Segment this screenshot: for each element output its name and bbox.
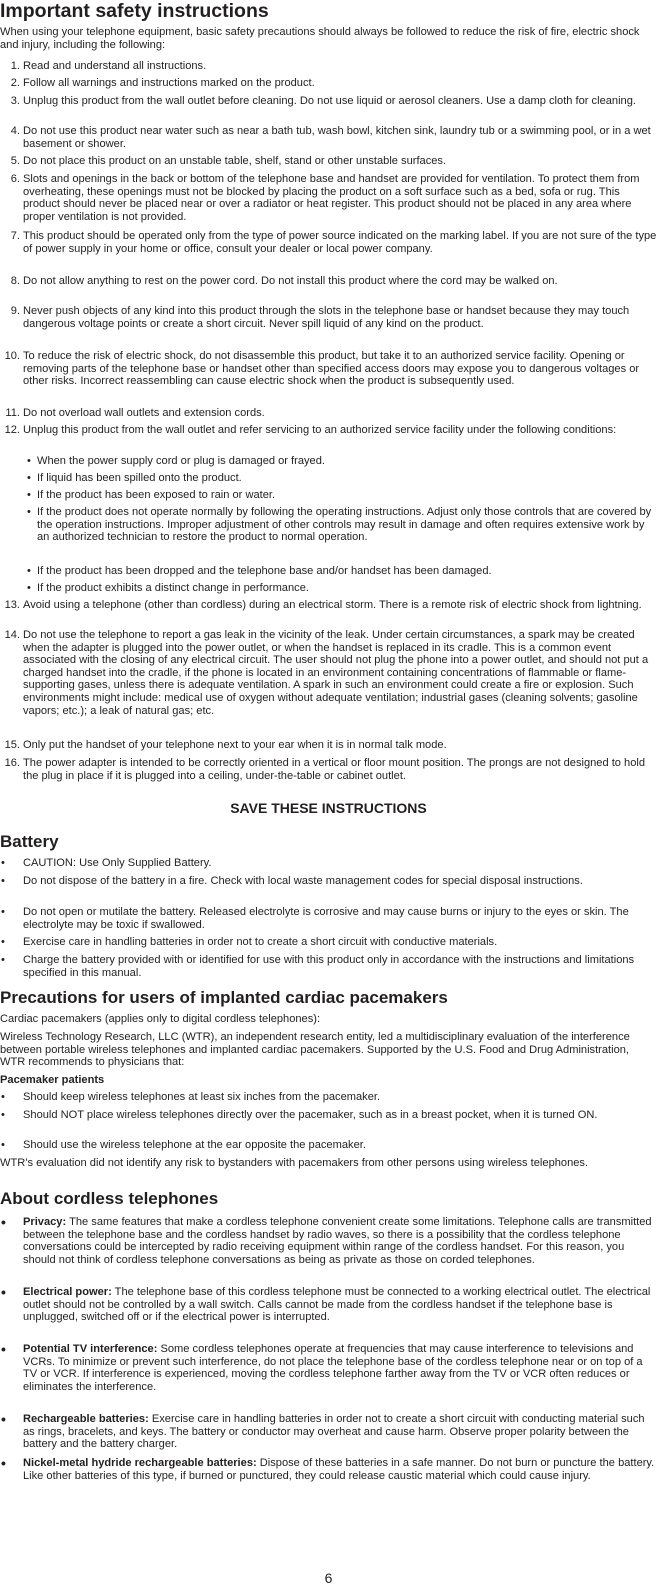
list-item: Read and understand all instructions.: [23, 60, 207, 72]
intro-paragraph: When using your telephone equipment, basic safety precautions should always be followed to reduce the risk of fire, electric shock and injury, including the following:: [0, 26, 640, 51]
condition-item: If liquid has been spilled onto the product.: [37, 472, 242, 484]
item-lead: Rechargeable batteries:: [23, 1413, 149, 1425]
bullet: •: [27, 472, 31, 484]
list-item: Avoid using a telephone (other than cordless) during an electrical storm. There is a remote risk of electric shock from lightning.: [23, 599, 642, 611]
bullet: •: [1, 1109, 5, 1121]
bullet: •: [1, 875, 5, 887]
list-item: Do not overload wall outlets and extension cords.: [23, 407, 265, 419]
list-item: Only put the handset of your telephone next to your ear when it is in normal talk mode.: [23, 739, 447, 751]
item-number: 14.: [4, 629, 20, 641]
pacemaker-closing: WTR’s evaluation did not identify any risk to bystanders with pacemakers from other persons using wireless telephones.: [0, 1157, 589, 1169]
item-text: The same features that make a cordless telephone convenient create some limitations. Telephone calls are transmitted between the telephone base and the cordless handset by radio waves, so there is a possibility that the cordless telephone conversations could be intercepted by radio receiving equipment within range of the cordless handset. For this reason, you should not think of cordless telephone conversations as being as private as those on corded telephones.: [23, 1216, 652, 1266]
bullet: •: [27, 565, 31, 577]
condition-item: If the product has been dropped and the telephone base and/or handset has been damaged.: [37, 565, 492, 577]
battery-item: Do not dispose of the battery in a fire. Check with local waste management codes for special disposal instructions.: [23, 875, 583, 887]
page-title: Important safety instructions: [0, 0, 269, 22]
item-number: 10.: [4, 350, 20, 362]
item-number: 4.: [10, 125, 20, 137]
pacemaker-item: Should NOT place wireless telephones directly over the pacemaker, such as in a breast pocket, when it is turned ON.: [23, 1109, 598, 1121]
item-text: Exercise care in handling batteries in order not to create a short circuit with conducting material such as rings, bracelets, and keys. The battery or conductor may overheat and cause harm. Observe proper polarity between the battery and the battery charger.: [23, 1413, 645, 1451]
cordless-item-electrical-power: [23, 1286, 657, 1324]
list-item: To reduce the risk of electric shock, do not disassemble this product, but take it to an authorized service facility. Opening or removing parts of the telephone base or handset other than specified access doors may expose you to dangerous voltages or other risks. Incorrect reassembling can cause electric shock when the product is subsequently used.: [23, 350, 640, 388]
item-number: 12.: [4, 424, 20, 436]
bullet: •: [27, 455, 31, 467]
bullet: •: [1, 1091, 5, 1103]
bullet: •: [1, 1139, 5, 1151]
item-number: 8.: [10, 275, 20, 287]
bullet: •: [1, 1411, 6, 1427]
page-number: 6: [324, 1570, 333, 1586]
item-number: 13.: [4, 599, 20, 611]
bullet: •: [27, 489, 31, 501]
list-item: Do not use the telephone to report a gas leak in the vicinity of the leak. Under certain circumstances, a spark may be created when the adapter is plugged into the power outlet, or when the handset is replaced in its cradle. This is a common event associated with the closing of any electrical circuit. The user should not plug the phone into a power outlet, and should not put a charged handset into the cradle, if the phone is located in an environment containing concentrations of flammable or flame-supporting gases, unless there is adequate ventilation. A spark in such an environment could create a fire or explosion. Such environments might include: medical use of oxygen without adequate ventilation; industrial gases (cleaning solvents; gasoline vapors; etc.); a leak of natural gas; etc.: [23, 629, 649, 717]
list-item: Unplug this product from the wall outlet and refer servicing to an authorized service facility under the following conditions:: [23, 424, 617, 436]
bullet: •: [1, 1284, 6, 1300]
battery-heading: Battery: [0, 832, 59, 851]
condition-item: If the product does not operate normally by following the operating instructions. Adjust only those controls that are covered by the operation instructions. Improper adjustment of other controls may result in damage and often requires extensive work by an authorized technician to restore the product to normal operation.: [37, 506, 652, 544]
pacemaker-intro: Cardiac pacemakers (applies only to digital cordless telephones):: [0, 1013, 321, 1025]
bullet: •: [1, 1214, 6, 1230]
condition-item: If the product exhibits a distinct change in performance.: [37, 582, 309, 594]
bullet: •: [1, 954, 5, 966]
bullet: •: [1, 936, 5, 948]
cordless-heading: About cordless telephones: [0, 1189, 219, 1208]
item-number: 6.: [10, 173, 20, 185]
item-text: The telephone base of this cordless telephone must be connected to a working electrical outlet. The electrical outlet should not be controlled by a wall switch. Calls cannot be made from the cordless handset if the telephone base is unplugged, switched off or if the electrical power is interrupted.: [23, 1286, 651, 1324]
item-lead: Privacy:: [23, 1216, 67, 1228]
battery-item: Do not open or mutilate the battery. Released electrolyte is corrosive and may cause burns or injury to the eyes or skin. The electrolyte may be toxic if swallowed.: [23, 906, 629, 931]
list-item: This product should be operated only from the type of power source indicated on the marking label. If you are not sure of the type of power supply in your home or office, consult your dealer or local power company.: [23, 230, 657, 255]
save-instructions-heading: SAVE THESE INSTRUCTIONS: [230, 800, 427, 816]
bullet: •: [1, 857, 5, 869]
condition-item: When the power supply cord or plug is damaged or frayed.: [37, 455, 325, 467]
list-item: Do not place this product on an unstable table, shelf, stand or other unstable surfaces.: [23, 155, 447, 167]
item-number: 11.: [5, 407, 20, 419]
item-lead: Electrical power:: [23, 1286, 112, 1298]
list-item: Do not allow anything to rest on the power cord. Do not install this product where the cord may be walked on.: [23, 275, 558, 287]
item-number: 7.: [10, 230, 20, 242]
item-number: 16.: [4, 757, 20, 769]
list-item: Follow all warnings and instructions marked on the product.: [23, 77, 315, 89]
item-number: 15.: [4, 739, 20, 751]
pacemaker-patients-subheading: Pacemaker patients: [0, 1074, 105, 1086]
pacemaker-item: Should use the wireless telephone at the ear opposite the pacemaker.: [23, 1139, 366, 1151]
pacemaker-item: Should keep wireless telephones at least six inches from the pacemaker.: [23, 1091, 381, 1103]
item-number: 9.: [10, 305, 20, 317]
item-lead: Nickel-metal hydride rechargeable batteries:: [23, 1457, 257, 1469]
bullet: •: [1, 1341, 6, 1357]
bullet: •: [1, 1455, 6, 1471]
item-text: Dispose of these batteries in a safe manner. Do not burn or puncture the battery. Like other batteries of this type, if burned or punctured, they could release caustic material which could cause injury.: [23, 1457, 655, 1482]
list-item: The power adapter is intended to be correctly oriented in a vertical or floor mount position. The prongs are not designed to hold the plug in place if it is plugged into a ceiling, under-the-table or cabinet outlet.: [23, 757, 646, 782]
list-item: Never push objects of any kind into this product through the slots in the telephone base or handset because they may touch dangerous voltage points or create a short circuit. Never spill liquid of any kind on the product.: [23, 305, 630, 330]
cordless-item-rechargeable-batteries: [23, 1413, 657, 1451]
bullet: •: [27, 582, 31, 594]
battery-item: Exercise care in handling batteries in order not to create a short circuit with conductive materials.: [23, 936, 498, 948]
battery-item: CAUTION: Use Only Supplied Battery.: [23, 857, 212, 869]
item-text: Some cordless telephones operate at frequencies that may cause interference to televisions and VCRs. To minimize or prevent such interference, do not place the telephone base of the cordless telephone near or on top of a TV or VCR. If interference is experienced, moving the cordless telephone farther away from the TV or VCR often reduces or eliminates the interference.: [23, 1343, 643, 1393]
item-number: 5.: [10, 155, 20, 167]
list-item: Unplug this product from the wall outlet before cleaning. Do not use liquid or aerosol cleaners. Use a damp cloth for cleaning.: [23, 95, 636, 107]
item-number: 1.: [10, 60, 20, 72]
battery-item: Charge the battery provided with or identified for use with this product only in accordance with the instructions and limitations specified in this manual.: [23, 954, 635, 979]
cordless-item-privacy: [23, 1216, 657, 1266]
bullet: •: [27, 506, 31, 518]
item-lead: Potential TV interference:: [23, 1343, 158, 1355]
list-item: Do not use this product near water such as near a bath tub, wash bowl, kitchen sink, laundry tub or a swimming pool, or in a wet basement or shower.: [23, 125, 651, 150]
cordless-item-nimh-batteries: [23, 1457, 657, 1482]
condition-item: If the product has been exposed to rain or water.: [37, 489, 276, 501]
item-number: 3.: [10, 95, 20, 107]
pacemaker-heading: Precautions for users of implanted cardiac pacemakers: [0, 988, 448, 1007]
item-number: 2.: [10, 77, 20, 89]
list-item: Slots and openings in the back or bottom of the telephone base and handset are provided for ventilation. To protect them from overheating, these openings must not be blocked by placing the product on a soft surface such as a bed, sofa or rug. This product should never be placed near or over a radiator or heat register. This product should not be placed in any area where proper ventilation is not provided.: [23, 173, 640, 223]
cordless-item-tv-interference: [23, 1343, 657, 1393]
pacemaker-paragraph: Wireless Technology Research, LLC (WTR), an independent research entity, led a multidisciplinary evaluation of the interference between portable wireless telephones and implanted cardiac pacemakers. Supported by the U.S. Food and Drug Administration, WTR recommends to physicians that:: [0, 1031, 630, 1069]
bullet: •: [1, 906, 5, 918]
